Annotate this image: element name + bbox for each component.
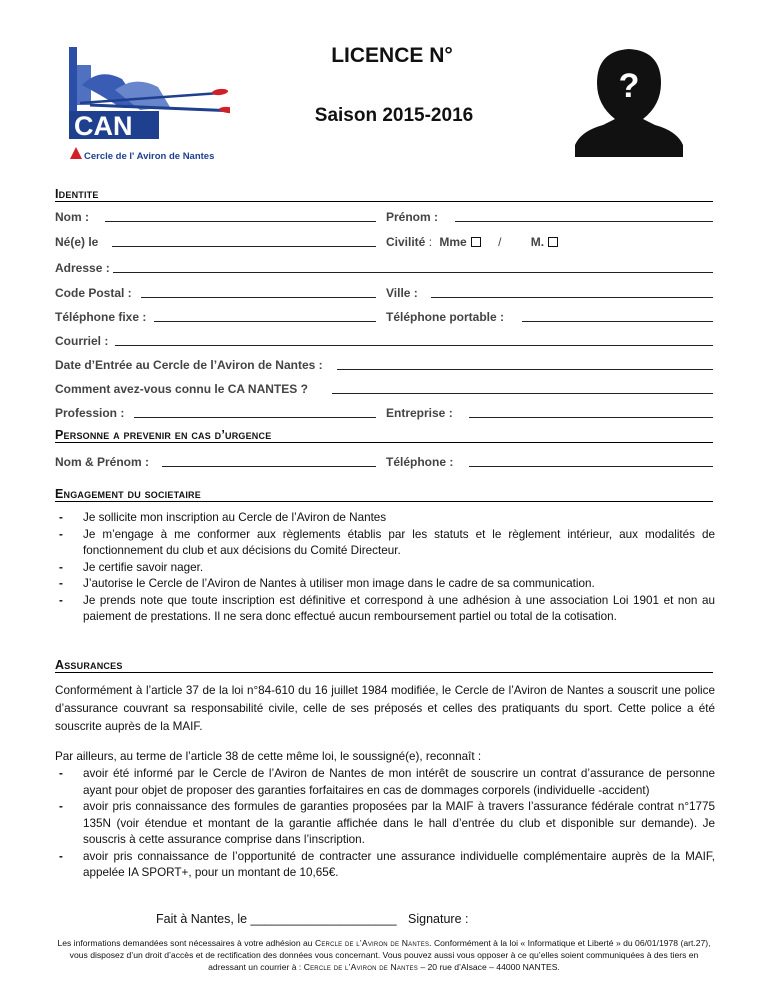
section-assurances: Assurances [55, 658, 713, 673]
logo-text: CAN [74, 111, 133, 141]
section-engagement: Engagement du societaire [55, 487, 713, 502]
code-postal-field[interactable] [141, 286, 376, 298]
row-urgence: Nom & Prénom : Téléphone : [55, 455, 713, 471]
list-item: - J’autorise le Cercle de l’Aviron de Nantes à utiliser mon image dans le cadre de sa communication. [55, 576, 715, 593]
tel-portable-field[interactable] [522, 310, 713, 322]
assurances-para2: Par ailleurs, au terme de l’article 38 de cette même loi, le soussigné(e), reconnaît : [55, 750, 482, 763]
row-naissance: Né(e) le Civilité : Mme / M. [55, 235, 713, 251]
date-signature-field[interactable]: _____________________ [250, 912, 397, 926]
section-identite: Identite [55, 187, 713, 202]
urgence-tel-field[interactable] [469, 455, 713, 467]
row-adresse: Adresse : [55, 261, 713, 277]
row-courriel: Courriel : [55, 334, 713, 350]
row-nom: Nom : Prénom : [55, 210, 713, 226]
list-item: - Je certifie savoir nager. [55, 560, 715, 577]
row-codepostal: Code Postal : Ville : [55, 286, 713, 302]
tel-fixe-field[interactable] [154, 310, 376, 322]
list-item: - Je m’engage à me conformer aux règlements établis par les statuts et le règlement intérieur, aux modalités de fonctionnement du club et aux décisions du Comité Directeur. [55, 527, 715, 560]
unknown-person-icon [575, 45, 683, 157]
page-title: LICENCE N° [331, 44, 453, 67]
adresse-field[interactable] [113, 261, 713, 273]
courriel-field[interactable] [115, 334, 713, 346]
logo-subtitle: Cercle de l' Aviron de Nantes [84, 151, 215, 162]
urgence-nom-field[interactable] [162, 455, 376, 467]
birthdate-field[interactable] [112, 235, 376, 247]
entreprise-field[interactable] [469, 406, 713, 418]
list-item: - Je sollicite mon inscription au Cercle de l’Aviron de Nantes [55, 510, 715, 527]
list-item: - avoir pris connaissance de l’opportunité de contracter une assurance individuelle complémentaire auprès de la MAIF, appelée IA SPORT+, pour un montant de 10,65€. [55, 849, 715, 882]
prenom-field[interactable] [455, 210, 713, 222]
row-comment: Comment avez-vous connu le CA NANTES ? [55, 382, 713, 398]
question-mark: ? [618, 67, 640, 105]
ville-field[interactable] [431, 286, 713, 298]
season: Saison 2015-2016 [314, 105, 474, 126]
row-date-entree: Date d’Entrée au Cercle de l’Aviron de Nantes : [55, 358, 713, 374]
row-profession: Profession : Entreprise : [55, 406, 713, 422]
date-entree-field[interactable] [337, 358, 713, 370]
profession-field[interactable] [134, 406, 376, 418]
row-telephone: Téléphone fixe : Téléphone portable : [55, 310, 713, 326]
list-item: - avoir pris connaissance des formules de garanties proposées par la MAIF à travers l’assurance fédérale contrat n°1775 135N (voir étendue et montant de la garantie affichée dans le hall d’entrée du club et disponible sur demande). Je souscris à cette assurance comprise dans l’inscription. [55, 799, 715, 849]
nom-field[interactable] [105, 210, 376, 222]
assurances-para1: Conformément à l’article 37 de la loi n°84-610 du 16 juillet 1984 modifiée, le Cercle de l’Aviron de Nantes a souscrit une police d’assurance couvrant sa responsabilité civile, celle de ses préposés et celles des pratiquants du sport. Cette police a été souscrite auprès de la MAIF. [55, 684, 715, 733]
comment-field[interactable] [332, 382, 713, 394]
footer-notice: Les informations demandées sont nécessaires à votre adhésion au Cercle de l’Aviron de Nantes. Conformément à la loi « Informatique et Liberté » du 06/01/1978 (art.27), vous disposez d’un droit d’accès et de rectification des données vous concernant. Vous pouvez aussi vous opposer à ce qu’elles soient communiquées à des tiers en adressant un courrier à : Cercle de l’Aviron de Nantes – 20 rue d’Alsace – 44000 NANTES. [57, 938, 711, 972]
list-item: - avoir été informé par le Cercle de l’Aviron de Nantes de mon intérêt de souscrire un contrat d’assurance de personne ayant pour objet de proposer des garanties forfaitaires en cas de dommages corporels (individuelle -accident) [55, 766, 715, 799]
engagement-list [55, 510, 715, 626]
section-urgence: Personne a prevenir en cas d’urgence [55, 428, 713, 443]
list-item: - Je prends note que toute inscription est définitive et correspond à une adhésion à une association Loi 1901 et non au paiement de prestations. Il ne sera donc effectué aucun remboursement partiel ou total de la cotisation. [55, 593, 715, 626]
mme-checkbox[interactable] [471, 237, 481, 247]
assurances-list [55, 766, 715, 882]
m-checkbox[interactable] [548, 237, 558, 247]
signature-row: Fait à Nantes, le _____________________ Signature : [156, 912, 469, 926]
